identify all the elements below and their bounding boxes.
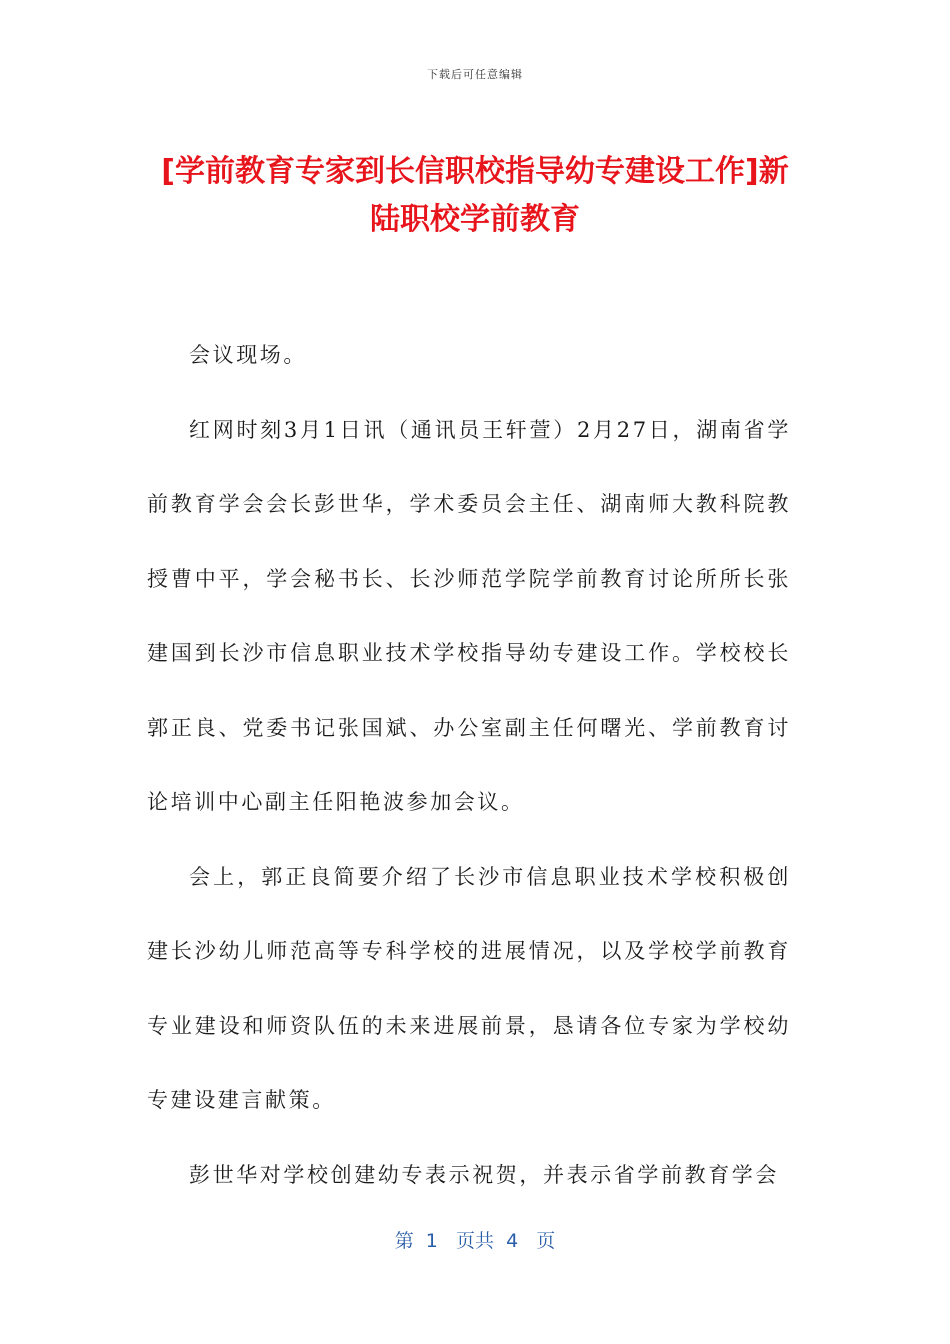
- paragraph: 会议现场。: [189, 343, 307, 367]
- page-footer: 第 1 页共 4 页: [394, 1230, 556, 1252]
- paragraph: 红网时刻3月1日讯（通讯员王轩萱）2月27日，湖南省学前教育学会会长彭世华，学术委员会主任、湖南师大教科院教授曹中平，学会秘书长、长沙师范学院学前教育讨论所所长张建国到长沙市信息职业技术学校指导幼专建设工作。学校校长郭正良、党委书记张国斌、办公室副主任何曙光、学前教育讨论培训中心副主任阳艳波参加会议。: [147, 417, 791, 814]
- document-body: [147, 318, 791, 1212]
- paragraph: 彭世华对学校创建幼专表示祝贺，并表示省学前教育学会: [189, 1162, 779, 1187]
- header-note: 下载后可任意编辑: [427, 68, 523, 81]
- document-title: [学前教育专家到长信职校指导幼专建设工作]新陆职校学前教育: [161, 154, 789, 237]
- paragraph: 会上，郭正良简要介绍了长沙市信息职业技术学校积极创建长沙幼儿师范高等专科学校的进展情况，以及学校学前教育专业建设和师资队伍的未来进展前景，恳请各位专家为学校幼专建设建言献策。: [147, 864, 791, 1112]
